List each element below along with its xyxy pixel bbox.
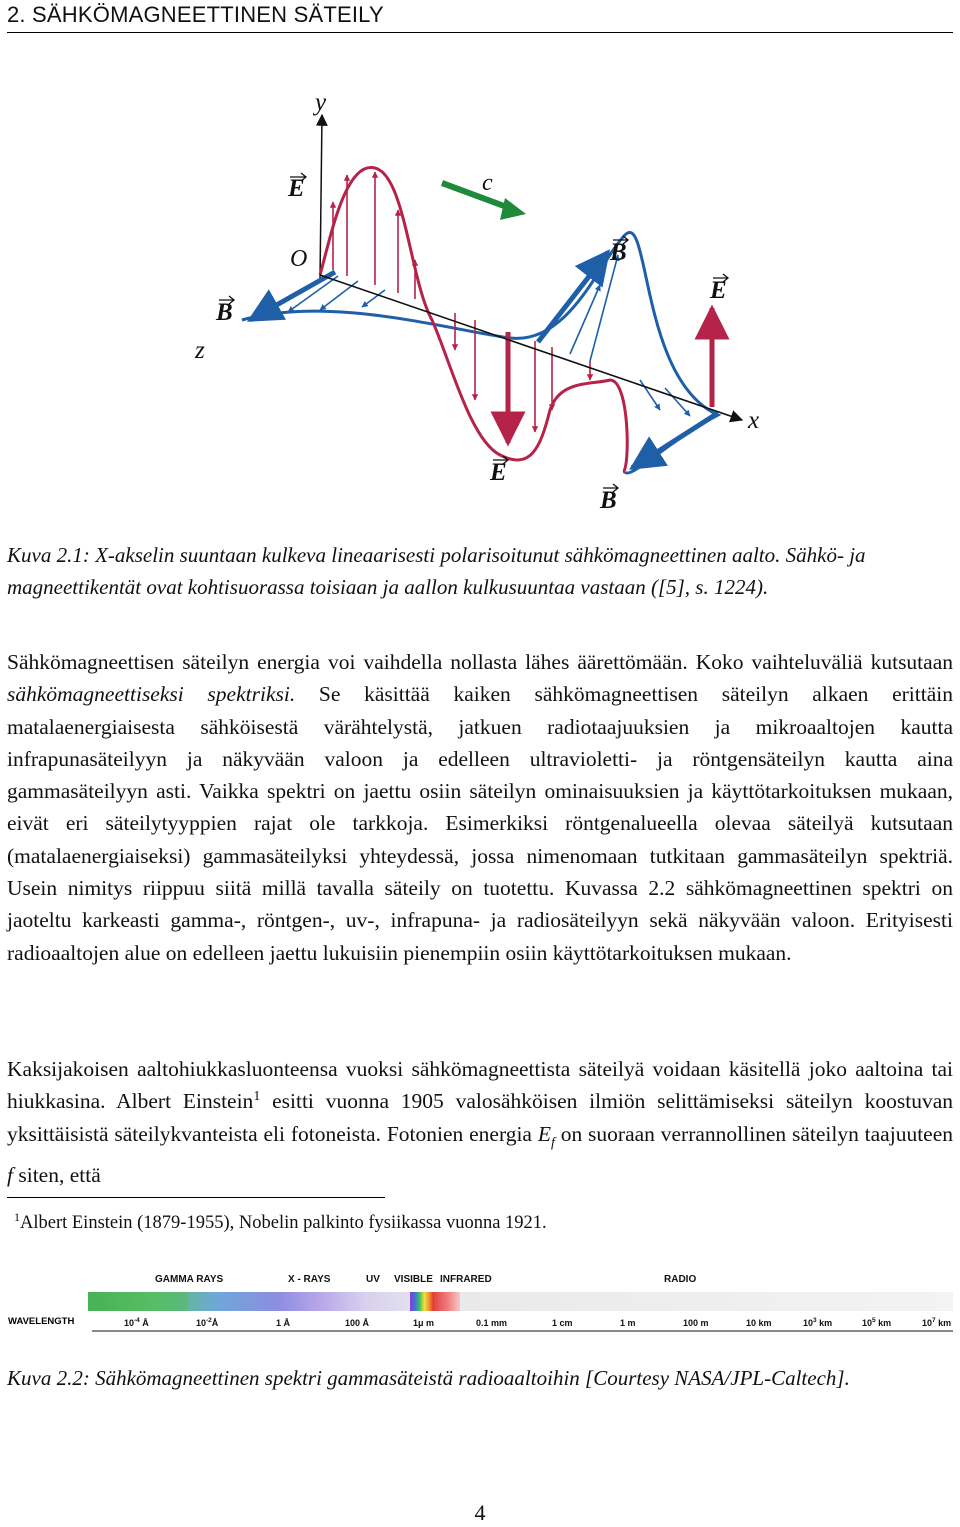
footnote xyxy=(14,1203,547,1237)
wavelength-tick-label: 1 m xyxy=(620,1318,636,1328)
propagation-label: c xyxy=(482,170,493,196)
wavelength-tick-label: 1 cm xyxy=(552,1318,573,1328)
paragraph-2 xyxy=(7,1053,953,1191)
paragraph-2-text-d: siten, että xyxy=(12,1163,101,1188)
figure-caption-2-1: Kuva 2.1: X-akselin suuntaan kulkeva lineaarisesti polarisoitunut sähkömagneettinen aalto. Sähkö- ja magneettikentät ovat kohtisuorassa toisiaan ja aallon kulkusuuntaa vastaan ([5], s. 1224). xyxy=(7,543,866,599)
electric-field-curve xyxy=(320,167,627,472)
paragraph-1-emphasis: sähkömagneettiseksi spektriksi. xyxy=(7,682,296,707)
footnote-mark: 1 xyxy=(14,1210,20,1224)
band-label-uv: UV xyxy=(366,1274,380,1285)
y-axis-label: y xyxy=(315,89,327,116)
magnetic-field-arrow-down xyxy=(632,413,718,468)
wavelength-tick-labels xyxy=(124,1317,951,1328)
wavelength-tick-label: $10^5$ km xyxy=(862,1317,892,1328)
footnote-text: Albert Einstein (1879-1955), Nobelin palkinto fysiikassa vuonna 1921. xyxy=(20,1213,547,1234)
header-rule xyxy=(7,32,953,33)
math-energy-subscript: f xyxy=(550,1134,555,1150)
paragraph-1-text-a: Sähkömagneettisen säteilyn energia voi vaihdella nollasta lähes äärettömään. Koko vaihteluväliä kutsutaan xyxy=(7,650,953,674)
page-number: 4 xyxy=(474,1500,486,1525)
running-head: 2. SÄHKÖMAGNEETTINEN SÄTEILY xyxy=(7,2,384,27)
wavelength-tick-label: $10^{-2}Å$ xyxy=(196,1317,219,1328)
band-label-radio: RADIO xyxy=(664,1274,697,1285)
x-axis-label: x xyxy=(748,407,760,434)
footnote-marker[interactable]: 1 xyxy=(253,1089,261,1105)
wavelength-tick-label: 0.1 mm xyxy=(476,1318,508,1328)
wavelength-tick-label: $10^{-4}$ Å xyxy=(124,1317,149,1328)
b-label-upper: B xyxy=(610,239,627,266)
e-label-bottom: E xyxy=(490,459,507,486)
wavelength-tick-label: 100 Å xyxy=(345,1318,370,1328)
em-spectrum-figure xyxy=(0,1265,960,1345)
em-wave-figure xyxy=(170,80,790,530)
math-frequency-symbol: f xyxy=(7,1163,13,1188)
band-label-gamma: GAMMA RAYS xyxy=(155,1274,224,1285)
band-label-xray: X - RAYS xyxy=(288,1274,331,1285)
y-axis xyxy=(320,115,322,280)
wavelength-tick-label: $10^3$ km xyxy=(803,1317,833,1328)
wavelength-tick-label: 1 Å xyxy=(276,1318,291,1328)
origin-label: O xyxy=(290,246,308,272)
wavelength-tick-label: $10^7$ km xyxy=(922,1317,952,1328)
band-label-infrared: INFRARED xyxy=(440,1274,492,1285)
wavelength-axis-label: WAVELENGTH xyxy=(8,1316,75,1327)
e-label-right: E xyxy=(710,277,727,304)
e-label-top: E xyxy=(288,175,305,202)
footnote-rule xyxy=(7,1197,385,1198)
wavelength-tick-label: 100 m xyxy=(683,1318,709,1328)
z-axis-label: z xyxy=(195,337,205,364)
wavelength-tick-label: 10 km xyxy=(746,1318,772,1328)
gamma-band-fill xyxy=(88,1292,188,1311)
figure-caption-2-2: Kuva 2.2: Sähkömagneettinen spektri gammasäteistä radioaaltoihin [Courtesy NASA/JPL-Caltech]. xyxy=(7,1366,850,1390)
paragraph-2-text-b: esitti vuonna 1905 valosähköisen ilmiön selittämiseksi säteilyn koostuvan yksittäisistä säteilykvanteista eli fotoneista. Fotonien energia xyxy=(7,1089,953,1146)
paragraph-1 xyxy=(7,646,953,969)
wavelength-tick-label: 1μ m xyxy=(413,1318,435,1328)
infrared-band-fill xyxy=(434,1292,460,1311)
spectrum-bar xyxy=(88,1292,953,1311)
b-label-bottom: B xyxy=(600,487,617,514)
paragraph-2-text-c: on suoraan verrannollinen säteilyn taajuuteen xyxy=(554,1121,954,1146)
paragraph-2-text-a: Kaksijakoisen aaltohiukkasluonteensa vuoksi sähkömagneettista säteilyä voidaan käsitellä joko aaltoina tai hiukkasina. Albert Einstein xyxy=(7,1057,953,1114)
magnetic-field-arrow-up xyxy=(538,252,608,342)
b-label-left: B xyxy=(216,299,233,326)
band-label-visible: VISIBLE xyxy=(394,1274,433,1285)
paragraph-1-text-b: Se käsittää kaiken sähkömagneettisen säteilyn alkaen erittäin matalaenergiaisesta sähköisestä värähtelystä, jatkuen radiotaajuuksien ja mikroaaltojen kautta infrapunasäteilyyn ja näkyvään valoon ja edelleen ultravioletti- ja röntgensäteilyn kautta aina gammasäteilyyn asti. Vaikka spektri on jaettu osiin säteilyn ominaisuuksien ja käyttötarkoituksen mukaan, eivät eri säteilytyyppien rajat ole tarkkoja. Esimerkiksi röntgenalueella olevaa säteilyä kutsutaan (matalaenergiaiseksi) gammasäteilyksi yhteydessä, jossa nimenomaan tutkitaan gammasäteilyn spektriä. Usein nimitys riippuu siitä millä tavalla säteily on tuotettu. Kuvassa 2.2 sähkömagneettinen spektri on jaoteltu karkeasti gamma-, röntgen-, uv-, infrapuna- ja radiosäteilyyn sekä näkyvään valoon. Erityisesti radioaaltojen alue on edelleen jaettu lukuisiin pienempiin osiin käyttötarkoituksen mukaan. xyxy=(7,682,953,965)
propagation-arrow-head xyxy=(500,198,526,220)
math-energy-symbol: E xyxy=(537,1121,551,1146)
x-axis xyxy=(320,275,742,420)
visible-band-fill xyxy=(410,1292,434,1311)
